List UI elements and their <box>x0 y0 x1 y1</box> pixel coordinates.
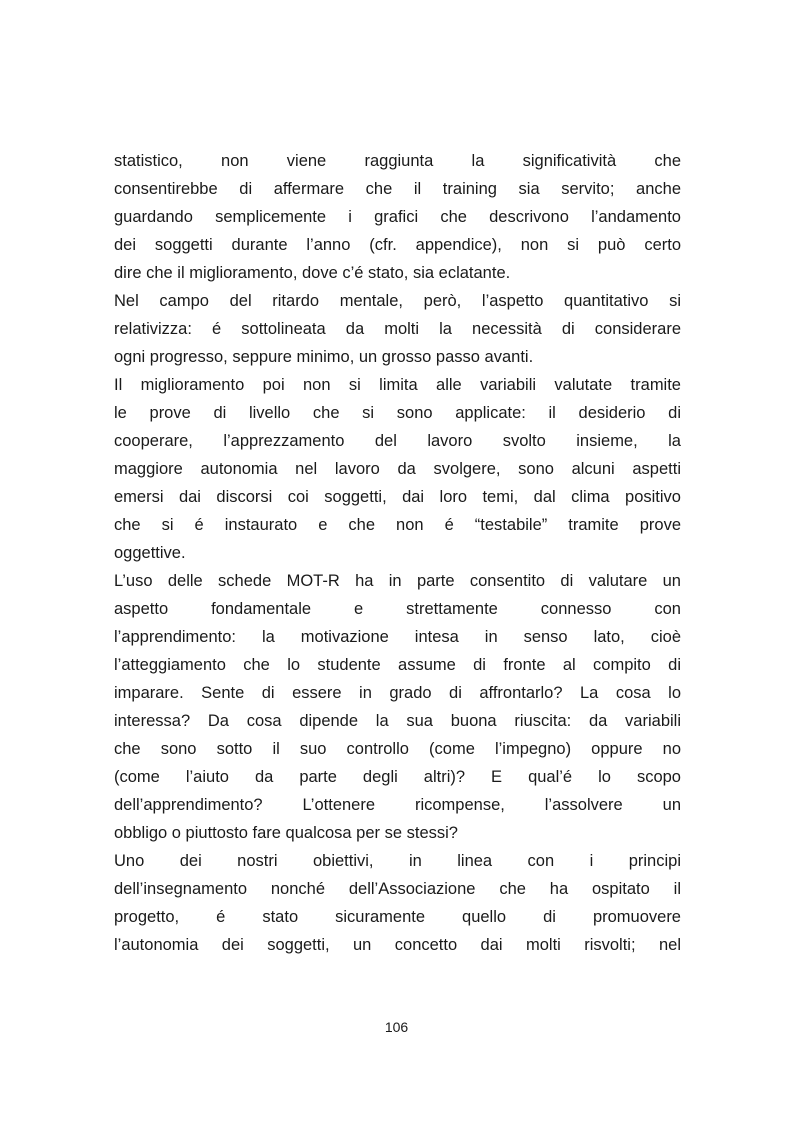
text-line: Il miglioramento poi non si limita alle variabili valutate tramite <box>114 376 681 394</box>
text-line: maggiore autonomia nel lavoro da svolgere, sono alcuni aspetti <box>114 460 681 478</box>
text-line: l’autonomia dei soggetti, un concetto dai molti risvolti; nel <box>114 936 681 954</box>
text-line: L’uso delle schede MOT-R ha in parte consentito di valutare un <box>114 572 681 590</box>
text-line: relativizza: é sottolineata da molti la necessità di considerare <box>114 320 681 338</box>
text-line: imparare. Sente di essere in grado di affrontarlo? La cosa lo <box>114 684 681 702</box>
text-line: l’apprendimento: la motivazione intesa in senso lato, cioè <box>114 628 681 646</box>
text-line: dell’apprendimento? L’ottenere ricompense, l’assolvere un <box>114 796 681 814</box>
text-line: statistico, non viene raggiunta la significatività che <box>114 152 681 170</box>
body-text <box>114 147 681 959</box>
page-number: 106 <box>384 1019 409 1035</box>
paragraph <box>114 371 681 567</box>
text-line: emersi dai discorsi coi soggetti, dai loro temi, dal clima positivo <box>114 488 681 506</box>
text-line: le prove di livello che si sono applicate: il desiderio di <box>114 404 681 422</box>
text-line: guardando semplicemente i grafici che descrivono l’andamento <box>114 208 681 226</box>
text-line: aspetto fondamentale e strettamente connesso con <box>114 600 681 618</box>
text-line: che sono sotto il suo controllo (come l’impegno) oppure no <box>114 740 681 758</box>
text-line: obbligo o piuttosto fare qualcosa per se stessi? <box>114 824 458 842</box>
text-line: (come l’aiuto da parte degli altri)? E qual’é lo scopo <box>114 768 681 786</box>
paragraph <box>114 147 681 287</box>
text-line: progetto, é stato sicuramente quello di promuovere <box>114 908 681 926</box>
paragraph <box>114 287 681 371</box>
text-line: consentirebbe di affermare che il training sia servito; anche <box>114 180 681 198</box>
text-line: dell’insegnamento nonché dell’Associazione che ha ospitato il <box>114 880 681 898</box>
text-line: oggettive. <box>114 544 186 562</box>
paragraph <box>114 847 681 959</box>
text-line: interessa? Da cosa dipende la sua buona riuscita: da variabili <box>114 712 681 730</box>
text-line: che si é instaurato e che non é “testabile” tramite prove <box>114 516 681 534</box>
text-line: Uno dei nostri obiettivi, in linea con i principi <box>114 852 681 870</box>
text-line: Nel campo del ritardo mentale, però, l’aspetto quantitativo si <box>114 292 681 310</box>
text-line: dire che il miglioramento, dove c’é stato, sia eclatante. <box>114 264 511 282</box>
text-line: ogni progresso, seppure minimo, un grosso passo avanti. <box>114 348 534 366</box>
text-line: l’atteggiamento che lo studente assume di fronte al compito di <box>114 656 681 674</box>
text-line: dei soggetti durante l’anno (cfr. appendice), non si può certo <box>114 236 681 254</box>
paragraph <box>114 567 681 847</box>
text-line: cooperare, l’apprezzamento del lavoro svolto insieme, la <box>114 432 681 450</box>
